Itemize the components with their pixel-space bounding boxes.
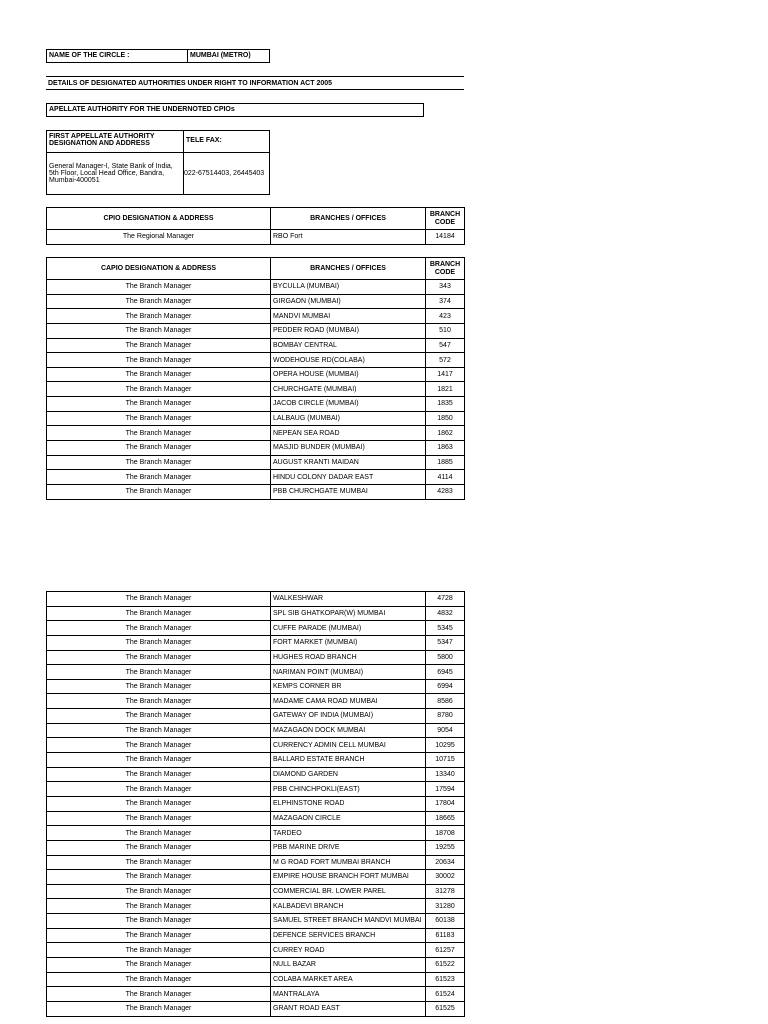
branch-cell: COLABA MARKET AREA [271, 972, 426, 987]
table-row [47, 294, 465, 309]
branch-cell: DEFENCE SERVICES BRANCH [271, 928, 426, 943]
table-row [47, 943, 465, 958]
branch-code-cell: 10295 [426, 738, 465, 753]
branch-cell: WALKESHWAR [271, 592, 426, 607]
table-row [47, 650, 465, 665]
table-row [47, 855, 465, 870]
designation-cell: The Branch Manager [47, 635, 271, 650]
branch-code-cell: 1862 [426, 426, 465, 441]
capio-header-designation: CAPIO DESIGNATION & ADDRESS [47, 258, 271, 280]
branch-cell: JACOB CIRCLE (MUMBAI) [271, 397, 426, 412]
table-row [47, 782, 465, 797]
table-row [47, 411, 465, 426]
table-row [47, 592, 465, 607]
branch-code-cell: 1821 [426, 382, 465, 397]
table-row [47, 972, 465, 987]
circle-name-value: MUMBAI (METRO) [190, 52, 251, 59]
branch-code-cell: 61524 [426, 987, 465, 1002]
designation-cell: The Branch Manager [47, 309, 271, 324]
designation-cell: The Branch Manager [47, 928, 271, 943]
designation-cell: The Branch Manager [47, 606, 271, 621]
designation-cell: The Branch Manager [47, 709, 271, 724]
branch-code-cell: 30002 [426, 870, 465, 885]
table-row [47, 470, 465, 485]
branch-cell: COMMERCIAL BR. LOWER PAREL [271, 884, 426, 899]
table-row [47, 987, 465, 1002]
designation-cell: The Branch Manager [47, 884, 271, 899]
capio-table [46, 257, 465, 500]
first-appellate-table [46, 130, 270, 195]
branch-cell: PBB CHURCHGATE MUMBAI [271, 484, 426, 499]
designation-cell: The Branch Manager [47, 426, 271, 441]
table-row [47, 914, 465, 929]
branch-cell: CURRENCY ADMIN CELL MUMBAI [271, 738, 426, 753]
designation-cell: The Branch Manager [47, 280, 271, 295]
table-row [47, 665, 465, 680]
designation-cell: The Branch Manager [47, 811, 271, 826]
designation-cell: The Branch Manager [47, 441, 271, 456]
branch-cell: BALLARD ESTATE BRANCH [271, 753, 426, 768]
branch-cell: MASJID BUNDER (MUMBAI) [271, 441, 426, 456]
branch-cell: ELPHINSTONE ROAD [271, 796, 426, 811]
branch-cell: OPERA HOUSE (MUMBAI) [271, 367, 426, 382]
table-row [47, 621, 465, 636]
designation-cell: The Branch Manager [47, 455, 271, 470]
branch-code-cell: 423 [426, 309, 465, 324]
branch-code-cell: 10715 [426, 753, 465, 768]
table-row [47, 606, 465, 621]
branch-code-cell: 4283 [426, 484, 465, 499]
designation-cell: The Branch Manager [47, 621, 271, 636]
branch-cell: CURREY ROAD [271, 943, 426, 958]
designation-cell: The Branch Manager [47, 294, 271, 309]
designation-cell: The Branch Manager [47, 353, 271, 368]
branch-cell: MADAME CAMA ROAD MUMBAI [271, 694, 426, 709]
details-heading: DETAILS OF DESIGNATED AUTHORITIES UNDER RIGHT TO INFORMATION ACT 2005 [46, 76, 464, 90]
designation-cell: The Branch Manager [47, 972, 271, 987]
designation-cell: The Branch Manager [47, 840, 271, 855]
branch-code-cell: 18708 [426, 826, 465, 841]
table-row [47, 230, 465, 245]
branch-code-cell: 1835 [426, 397, 465, 412]
branch-code-cell: 510 [426, 323, 465, 338]
branch-cell: WODEHOUSE RD(COLABA) [271, 353, 426, 368]
table-row [47, 484, 465, 499]
branch-cell: BOMBAY CENTRAL [271, 338, 426, 353]
branch-cell: SAMUEL STREET BRANCH MANDVI MUMBAI [271, 914, 426, 929]
table-row [47, 738, 465, 753]
designation-cell: The Branch Manager [47, 484, 271, 499]
branch-code-cell: 4114 [426, 470, 465, 485]
table-row [47, 338, 465, 353]
table-row [47, 723, 465, 738]
branch-code-cell: 4832 [426, 606, 465, 621]
branch-cell: PEDDER ROAD (MUMBAI) [271, 323, 426, 338]
table-row [47, 796, 465, 811]
capio-header-code: BRANCH CODE [426, 258, 465, 280]
designation-cell: The Branch Manager [47, 943, 271, 958]
designation-cell: The Branch Manager [47, 323, 271, 338]
table-row [47, 899, 465, 914]
branch-code-cell: 17594 [426, 782, 465, 797]
faa-address: General Manager-I, State Bank of India, 5th Floor, Local Head Office, Bandra, Mumbai-400051 [47, 153, 184, 195]
branch-code-cell: 5800 [426, 650, 465, 665]
branch-cell: GRANT ROAD EAST [271, 1001, 426, 1016]
designation-cell: The Branch Manager [47, 411, 271, 426]
branch-cell: TARDEO [271, 826, 426, 841]
table-row [47, 884, 465, 899]
branch-cell: PBB MARINE DRIVE [271, 840, 426, 855]
designation-cell: The Branch Manager [47, 796, 271, 811]
table-row [47, 455, 465, 470]
branch-cell: CUFFE PARADE (MUMBAI) [271, 621, 426, 636]
branch-code-cell: 547 [426, 338, 465, 353]
branch-cell: KEMPS CORNER BR [271, 679, 426, 694]
branch-cell: DIAMOND GARDEN [271, 767, 426, 782]
branch-code-cell: 5345 [426, 621, 465, 636]
table-row [47, 280, 465, 295]
branch-cell: FORT MARKET (MUMBAI) [271, 635, 426, 650]
branch-cell: BYCULLA (MUMBAI) [271, 280, 426, 295]
branch-code-cell: 14184 [426, 230, 465, 245]
branch-cell: EMPIRE HOUSE BRANCH FORT MUMBAI [271, 870, 426, 885]
designation-cell: The Branch Manager [47, 694, 271, 709]
branch-code-cell: 6945 [426, 665, 465, 680]
branch-cell: NARIMAN POINT (MUMBAI) [271, 665, 426, 680]
cpio-table [46, 207, 465, 245]
designation-cell: The Branch Manager [47, 899, 271, 914]
branch-code-cell: 572 [426, 353, 465, 368]
capio-header-branches: BRANCHES / OFFICES [271, 258, 426, 280]
branch-cell: MAZAGAON CIRCLE [271, 811, 426, 826]
branch-code-cell: 1417 [426, 367, 465, 382]
cpio-header-code: BRANCH CODE [426, 208, 465, 230]
designation-cell: The Branch Manager [47, 397, 271, 412]
designation-cell: The Branch Manager [47, 650, 271, 665]
branch-code-cell: 1863 [426, 441, 465, 456]
designation-cell: The Branch Manager [47, 767, 271, 782]
branch-code-cell: 343 [426, 280, 465, 295]
table-row [47, 1001, 465, 1016]
branch-code-cell: 18665 [426, 811, 465, 826]
designation-cell: The Branch Manager [47, 1001, 271, 1016]
table-row [47, 679, 465, 694]
designation-cell: The Regional Manager [47, 230, 271, 245]
designation-cell: The Branch Manager [47, 723, 271, 738]
table-row [47, 441, 465, 456]
circle-name-label: NAME OF THE CIRCLE : [47, 50, 188, 62]
table-row [47, 928, 465, 943]
branch-code-cell: 61523 [426, 972, 465, 987]
branch-cell: AUGUST KRANTI MAIDAN [271, 455, 426, 470]
table-row [47, 694, 465, 709]
table-row [47, 397, 465, 412]
table-row [47, 840, 465, 855]
designation-cell: The Branch Manager [47, 367, 271, 382]
branch-code-cell: 1885 [426, 455, 465, 470]
branch-cell: SPL SIB GHATKOPAR(W) MUMBAI [271, 606, 426, 621]
designation-cell: The Branch Manager [47, 679, 271, 694]
designation-cell: The Branch Manager [47, 855, 271, 870]
branch-code-cell: 4728 [426, 592, 465, 607]
table-row [47, 367, 465, 382]
designation-cell: The Branch Manager [47, 382, 271, 397]
branch-code-cell: 61183 [426, 928, 465, 943]
branch-cell: M G ROAD FORT MUMBAI BRANCH [271, 855, 426, 870]
designation-cell: The Branch Manager [47, 914, 271, 929]
circle-name-row [46, 49, 270, 63]
branch-code-cell: 60138 [426, 914, 465, 929]
branch-code-cell: 61525 [426, 1001, 465, 1016]
cpio-header-designation: CPIO DESIGNATION & ADDRESS [47, 208, 271, 230]
designation-cell: The Branch Manager [47, 782, 271, 797]
branch-cell: MAZAGAON DOCK MUMBAI [271, 723, 426, 738]
designation-cell: The Branch Manager [47, 753, 271, 768]
faa-header-telefax: TELE FAX: [184, 131, 270, 153]
designation-cell: The Branch Manager [47, 738, 271, 753]
branch-cell: MANDVI MUMBAI [271, 309, 426, 324]
designation-cell: The Branch Manager [47, 665, 271, 680]
designation-cell: The Branch Manager [47, 958, 271, 973]
branch-cell: GATEWAY OF INDIA (MUMBAI) [271, 709, 426, 724]
table-row [47, 426, 465, 441]
branch-cell: LALBAUG (MUMBAI) [271, 411, 426, 426]
branch-code-cell: 61522 [426, 958, 465, 973]
branch-cell: HINDU COLONY DADAR EAST [271, 470, 426, 485]
designation-cell: The Branch Manager [47, 470, 271, 485]
branch-code-cell: 6994 [426, 679, 465, 694]
branch-code-cell: 31278 [426, 884, 465, 899]
branch-cell: HUGHES ROAD BRANCH [271, 650, 426, 665]
faa-telefax-value: 022-67514403, 26445403 [184, 153, 270, 195]
appellate-heading: APELLATE AUTHORITY FOR THE UNDERNOTED CPIOs [46, 103, 424, 117]
branch-cell: PBB CHINCHPOKLI(EAST) [271, 782, 426, 797]
branch-cell: KALBADEVI BRANCH [271, 899, 426, 914]
table-row [47, 635, 465, 650]
branch-code-cell: 20634 [426, 855, 465, 870]
table-row [47, 309, 465, 324]
branch-code-cell: 9054 [426, 723, 465, 738]
branch-cell: NULL BAZAR [271, 958, 426, 973]
branch-cell: RBO Fort [271, 230, 426, 245]
table-row [47, 826, 465, 841]
table-row [47, 870, 465, 885]
branch-code-cell: 8586 [426, 694, 465, 709]
branch-code-cell: 13340 [426, 767, 465, 782]
table-row [47, 353, 465, 368]
designation-cell: The Branch Manager [47, 826, 271, 841]
branch-code-cell: 31280 [426, 899, 465, 914]
branch-cell: CHURCHGATE (MUMBAI) [271, 382, 426, 397]
continued-table [46, 591, 465, 1017]
table-row [47, 958, 465, 973]
table-row [47, 382, 465, 397]
table-row [47, 709, 465, 724]
branch-code-cell: 8780 [426, 709, 465, 724]
branch-code-cell: 19255 [426, 840, 465, 855]
table-row [47, 767, 465, 782]
branch-cell: GIRGAON (MUMBAI) [271, 294, 426, 309]
table-row [47, 811, 465, 826]
designation-cell: The Branch Manager [47, 870, 271, 885]
table-row [47, 753, 465, 768]
faa-header-designation: FIRST APPELLATE AUTHORITY DESIGNATION AND ADDRESS [47, 131, 184, 153]
cpio-header-branches: BRANCHES / OFFICES [271, 208, 426, 230]
branch-cell: MANTRALAYA [271, 987, 426, 1002]
branch-code-cell: 5347 [426, 635, 465, 650]
branch-code-cell: 17804 [426, 796, 465, 811]
designation-cell: The Branch Manager [47, 592, 271, 607]
designation-cell: The Branch Manager [47, 338, 271, 353]
designation-cell: The Branch Manager [47, 987, 271, 1002]
branch-code-cell: 61257 [426, 943, 465, 958]
branch-code-cell: 374 [426, 294, 465, 309]
branch-cell: NEPEAN SEA ROAD [271, 426, 426, 441]
branch-code-cell: 1850 [426, 411, 465, 426]
table-row [47, 323, 465, 338]
